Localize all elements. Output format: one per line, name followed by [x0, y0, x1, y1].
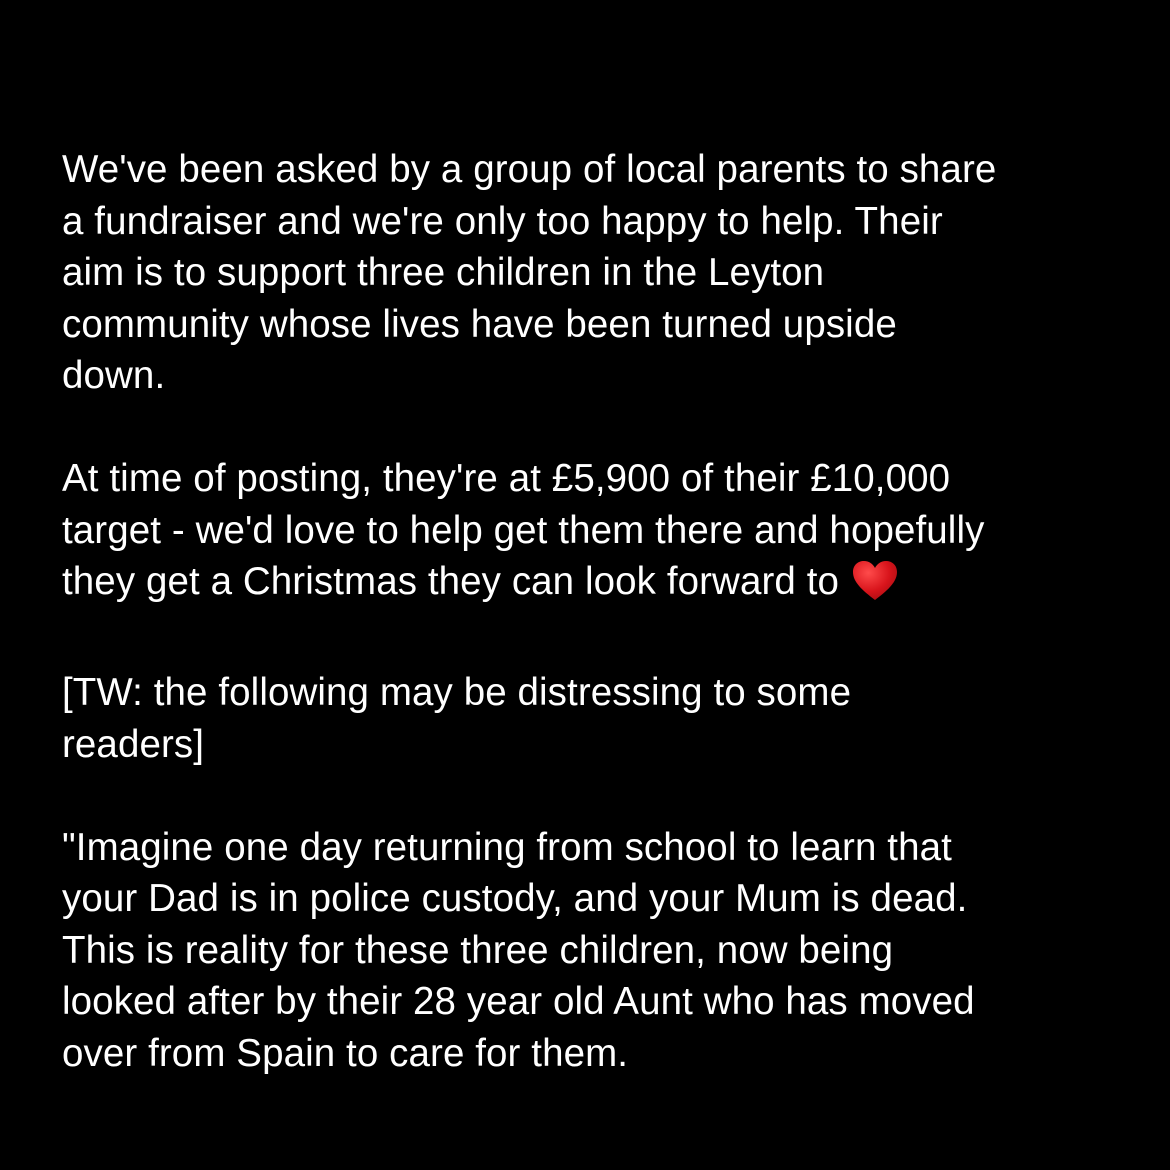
note-paragraph-trigger-warning: [TW: the following may be distressing to some readers]: [62, 671, 852, 766]
note-paragraph-intro: We've been asked by a group of local parents to share a fundraiser and we're only too happy to help. Their aim is to support three children in the Leyton community whose lives have been turned upside down.: [62, 148, 997, 397]
note-paragraph-target: [62, 453, 1142, 616]
note-body: [62, 144, 1142, 1079]
paragraph-spacer: [62, 770, 1142, 822]
note-paragraph-target-text: At time of posting, they're at £5,900 of their £10,000 target - we'd love to help get them there and hopefully they get a Christmas they can look forward to: [62, 457, 985, 603]
note-paragraph-story: "Imagine one day returning from school to learn that your Dad is in police custody, and your Mum is dead. This is reality for these three children, now being looked after by their 28 year old Aunt who has moved over from Spain to care for them.: [62, 825, 975, 1075]
heart-icon: [852, 560, 898, 616]
paragraph-spacer: [62, 616, 1142, 668]
paragraph-spacer: [62, 402, 1142, 454]
